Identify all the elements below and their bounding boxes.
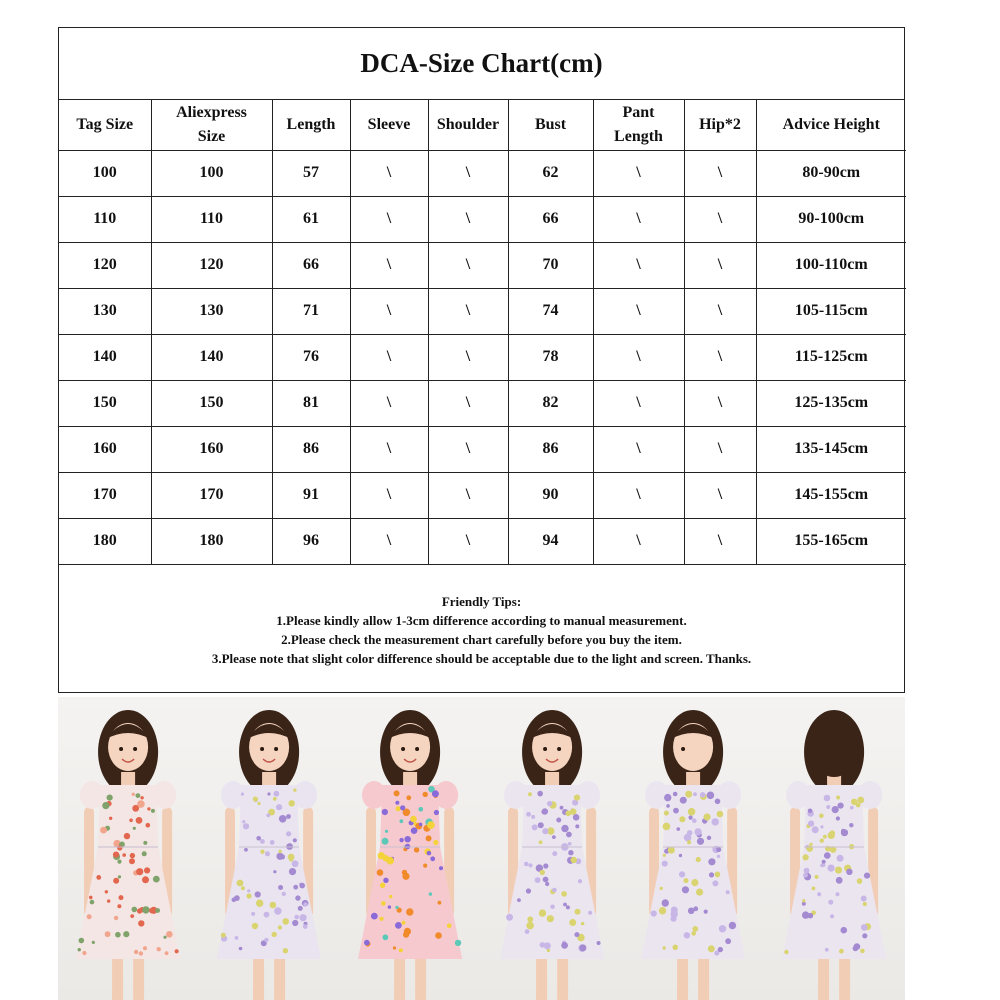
table-cell: 120: [151, 242, 272, 288]
table-cell: \: [350, 288, 428, 334]
table-cell: \: [684, 150, 756, 196]
table-row: [59, 288, 906, 334]
column-header-label: Length: [286, 115, 336, 133]
table-body: [59, 150, 906, 564]
tip-line: 2.Please check the measurement chart carefully before you buy the item.: [281, 631, 682, 647]
column-header-label: Hip*2: [699, 115, 741, 133]
table-cell: \: [428, 288, 508, 334]
column-header: [508, 100, 593, 150]
table-row: [59, 426, 906, 472]
table-cell: \: [350, 196, 428, 242]
table-cell: \: [593, 472, 684, 518]
table-cell: 76: [272, 334, 350, 380]
column-header-label: Aliexpress: [176, 103, 247, 121]
table-cell: 180: [151, 518, 272, 564]
friendly-tips: [59, 565, 904, 695]
table-cell: 86: [508, 426, 593, 472]
table-cell: 140: [151, 334, 272, 380]
table-cell: \: [593, 150, 684, 196]
table-cell: \: [350, 518, 428, 564]
table-cell: \: [428, 426, 508, 472]
table-cell: \: [428, 472, 508, 518]
table-cell: 96: [272, 518, 350, 564]
table-row: [59, 150, 906, 196]
table-cell: \: [684, 426, 756, 472]
model-photo: [340, 697, 481, 1000]
table-cell: 86: [272, 426, 350, 472]
table-cell: \: [350, 380, 428, 426]
table-cell: \: [684, 288, 756, 334]
column-header: [756, 100, 906, 150]
column-header-label: Length: [614, 127, 663, 145]
table-cell: \: [684, 242, 756, 288]
table-cell: \: [593, 518, 684, 564]
table-cell: 170: [151, 472, 272, 518]
table-cell: 120: [59, 242, 151, 288]
column-header-label: Shoulder: [436, 115, 500, 133]
table-cell: \: [350, 472, 428, 518]
product-photos: [58, 697, 905, 1000]
table-cell: \: [593, 288, 684, 334]
table-cell: 110: [151, 196, 272, 242]
table-cell: 130: [59, 288, 151, 334]
table-row: [59, 196, 906, 242]
model-photo: [482, 697, 623, 1000]
table-cell: \: [593, 242, 684, 288]
girl-in-dress-illustration: [58, 697, 199, 1000]
column-header: [151, 100, 272, 150]
table-cell: \: [684, 196, 756, 242]
table-cell: 66: [508, 196, 593, 242]
table-cell: \: [428, 150, 508, 196]
girl-in-dress-illustration: [764, 697, 905, 1000]
tip-line: 3.Please note that slight color difference should be acceptable due to the light and screen. Thanks.: [211, 650, 752, 666]
table-cell: \: [593, 426, 684, 472]
table-cell: 110: [59, 196, 151, 242]
table-cell: 61: [272, 196, 350, 242]
table-cell: 57: [272, 150, 350, 196]
table-cell: 160: [59, 426, 151, 472]
table-cell: 81: [272, 380, 350, 426]
girl-in-dress-illustration: [482, 697, 623, 1000]
table-cell: \: [593, 380, 684, 426]
table-cell: 115-125cm: [756, 334, 906, 380]
column-header-label: Sleeve: [367, 115, 411, 133]
table-cell: 94: [508, 518, 593, 564]
girl-in-dress-illustration: [199, 697, 340, 1000]
table-cell: 135-145cm: [756, 426, 906, 472]
table-cell: 170: [59, 472, 151, 518]
table-cell: 125-135cm: [756, 380, 906, 426]
model-photo: [58, 697, 199, 1000]
table-cell: \: [684, 518, 756, 564]
table-cell: 90-100cm: [756, 196, 906, 242]
table-cell: \: [428, 334, 508, 380]
column-header: [593, 100, 684, 150]
table-cell: 100: [59, 150, 151, 196]
table-cell: 70: [508, 242, 593, 288]
table-cell: 90: [508, 472, 593, 518]
girl-in-dress-illustration: [623, 697, 764, 1000]
table-cell: 91: [272, 472, 350, 518]
table-cell: 71: [272, 288, 350, 334]
table-row: [59, 242, 906, 288]
table-cell: \: [593, 196, 684, 242]
table-cell: \: [684, 380, 756, 426]
table-cell: \: [350, 150, 428, 196]
column-header: [59, 100, 151, 150]
table-cell: \: [350, 426, 428, 472]
table-cell: 74: [508, 288, 593, 334]
table-cell: 150: [151, 380, 272, 426]
column-header: [350, 100, 428, 150]
header-row: [59, 100, 906, 150]
tips-heading: Friendly Tips:: [441, 593, 522, 609]
model-photo: [623, 697, 764, 1000]
table-cell: 100-110cm: [756, 242, 906, 288]
table-cell: \: [428, 242, 508, 288]
table-cell: \: [350, 242, 428, 288]
table-cell: \: [593, 334, 684, 380]
table-cell: 130: [151, 288, 272, 334]
table-cell: 145-155cm: [756, 472, 906, 518]
table-row: [59, 518, 906, 564]
table-cell: \: [428, 196, 508, 242]
table-cell: 140: [59, 334, 151, 380]
tip-line: 1.Please kindly allow 1-3cm difference according to manual measurement.: [276, 612, 687, 628]
table-cell: 80-90cm: [756, 150, 906, 196]
table-row: [59, 472, 906, 518]
table-cell: \: [684, 334, 756, 380]
table-row: [59, 334, 906, 380]
table-cell: \: [428, 518, 508, 564]
table-cell: \: [350, 334, 428, 380]
column-header: [428, 100, 508, 150]
table-cell: 160: [151, 426, 272, 472]
girl-in-dress-illustration: [340, 697, 481, 1000]
chart-title: DCA-Size Chart(cm): [59, 28, 904, 100]
size-chart: [58, 27, 905, 693]
size-table: [59, 100, 906, 565]
table-row: [59, 380, 906, 426]
table-cell: \: [684, 472, 756, 518]
table-cell: 66: [272, 242, 350, 288]
table-cell: 100: [151, 150, 272, 196]
table-cell: 82: [508, 380, 593, 426]
column-header: [272, 100, 350, 150]
table-cell: 62: [508, 150, 593, 196]
column-header-label: Advice Height: [782, 115, 880, 133]
column-header: [684, 100, 756, 150]
column-header-label: Size: [197, 127, 226, 145]
column-header-label: Bust: [534, 115, 567, 133]
column-header-label: Tag Size: [76, 115, 134, 133]
table-cell: 150: [59, 380, 151, 426]
model-photo: [764, 697, 905, 1000]
table-cell: 105-115cm: [756, 288, 906, 334]
table-cell: 180: [59, 518, 151, 564]
model-photo: [199, 697, 340, 1000]
column-header-label: Pant: [622, 103, 655, 121]
table-cell: 78: [508, 334, 593, 380]
table-cell: 155-165cm: [756, 518, 906, 564]
table-cell: \: [428, 380, 508, 426]
